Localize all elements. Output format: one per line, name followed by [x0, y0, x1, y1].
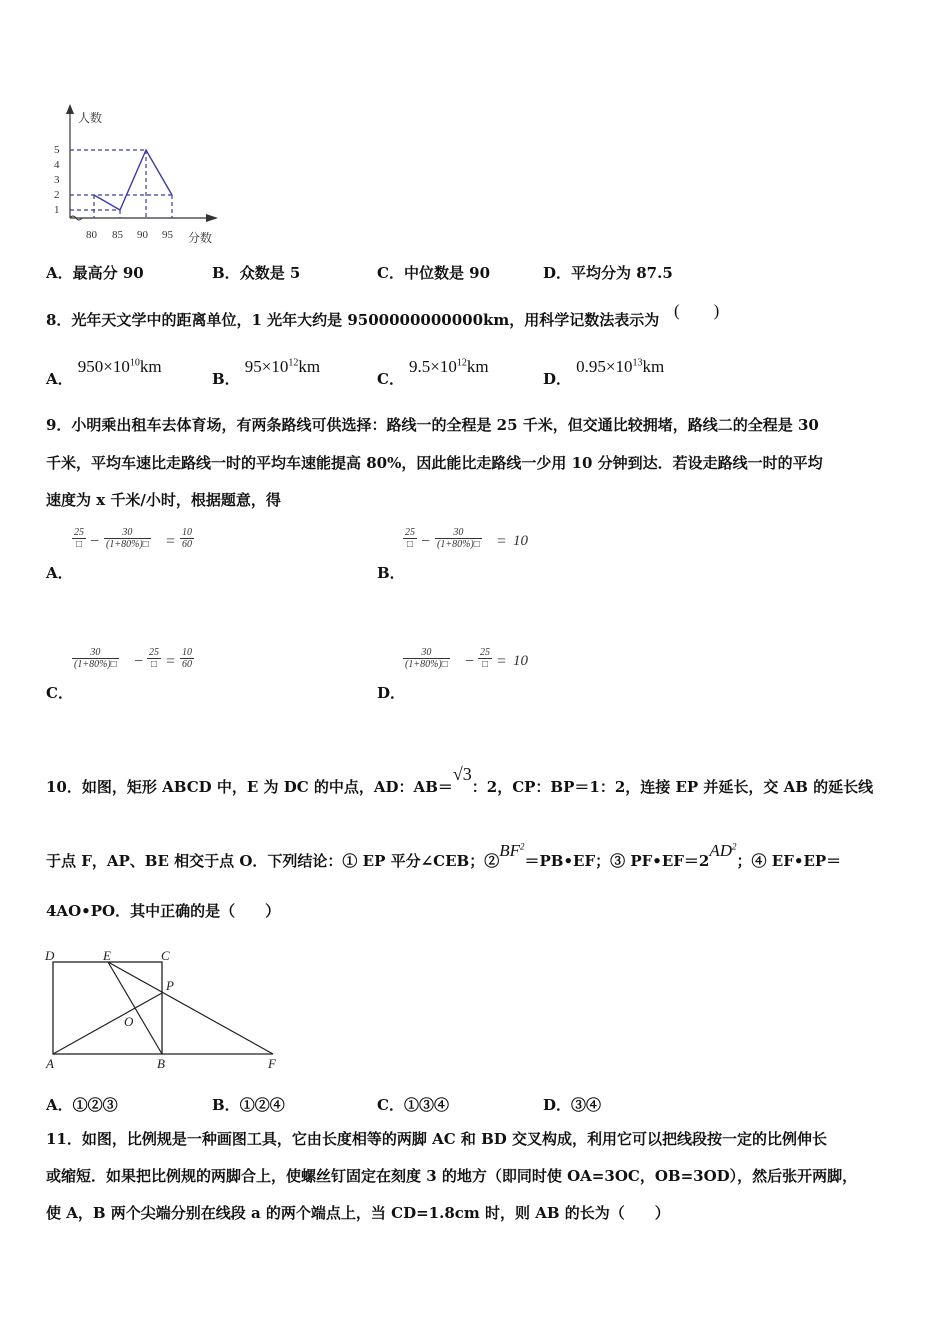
option-letter: B． [212, 264, 240, 282]
q11-line1: 11．如图，比例规是一种画图工具，它由长度相等的两脚 AC 和 BD 交叉构成，利用它可以把线段按一定的比例伸长 [46, 1130, 828, 1148]
option-letter: A． [46, 264, 73, 282]
q10-rectangle-figure [40, 944, 290, 1074]
segment-ac-extended [53, 993, 162, 1054]
option-letter: D． [543, 1096, 572, 1114]
label-c: C [161, 948, 170, 963]
option-text: 平均分为 87.5 [571, 264, 673, 282]
y-axis-arrow [66, 104, 74, 114]
rhs-value: 10 [513, 653, 528, 669]
q8-option-a[interactable] [46, 356, 162, 388]
x-tick-90: 90 [137, 229, 148, 241]
fraction-rhs: $\frac{10}{60}$ [182, 527, 192, 550]
option-letter: D． [543, 264, 572, 282]
q10-line1: 10．如图，矩形 ABCD 中，E 为 DC 的中点，AD：AB＝√3：2，CP：BP＝1：2，连接 EP 并延长，交 AB 的延长线 [46, 764, 874, 796]
fraction-2: 25 □ [480, 647, 490, 670]
option-letter: B． [212, 370, 240, 388]
option-letter: D． [377, 684, 406, 702]
label-d: D [45, 948, 55, 963]
fraction-1: $\frac{30}{(1+80\%)□}$ [74, 647, 117, 670]
label-f: F [268, 1056, 276, 1071]
option-text: ①②③ [72, 1096, 118, 1114]
equals-sign: = [497, 653, 507, 670]
option-expr: $9.5\times 10^{12}km$ [409, 357, 489, 376]
data-line [94, 150, 172, 210]
option-letter: B． [377, 564, 405, 582]
y-tick-4: 4 [54, 159, 60, 171]
option-letter: B． [212, 1096, 240, 1114]
minus-sign: − [90, 533, 100, 550]
q9-line3: 速度为 x 千米/小时，根据题意，得 [46, 491, 281, 509]
minus-sign: − [421, 533, 431, 550]
q9-option-d[interactable] [377, 644, 677, 704]
q8-paren: ( ) [674, 301, 720, 320]
option-letter: D． [543, 370, 572, 388]
q7-line-graph [48, 100, 228, 250]
x-axis-arrow [206, 214, 218, 222]
fraction-1: $\frac{30}{(1+80\%)□}$ [405, 647, 448, 670]
fraction-2: 25 □ [149, 647, 159, 670]
y-tick-2: 2 [54, 189, 60, 201]
option-text: 众数是 5 [239, 264, 301, 282]
label-b: B [157, 1056, 165, 1071]
q10-option-c[interactable] [377, 1094, 449, 1115]
rectangle-abcd [53, 962, 162, 1054]
q9-option-a[interactable] [46, 524, 346, 584]
fraction-rhs: $\frac{10}{60}$ [182, 647, 192, 670]
q11-line3: 使 A，B 两个尖端分别在线段 a 的两个端点上，当 CD=1.8cm 时，则 AB 的长为（ ） [46, 1204, 670, 1222]
segment-be [108, 962, 162, 1054]
x-tick-85: 85 [112, 229, 123, 241]
option-letter: C． [377, 1096, 404, 1114]
q10-option-d[interactable] [543, 1094, 601, 1115]
option-expr: $95\times 10^{12}km$ [244, 357, 321, 376]
q10-line2: 于点 F，AP、BE 相交于点 O．下列结论：① EP 平分∠CEB；$②BF^2=PB•EF$；③ $PF•EF=2AD^2$；④ EF•EP＝ [46, 841, 842, 870]
y-axis-label: 人数 [78, 111, 103, 125]
q8-stem: 8．光年天文学中的距离单位，1 光年大约是 9500000000000km，用科学记数法表示为 [46, 311, 660, 329]
q9-option-c[interactable] [46, 644, 346, 704]
label-o: O [124, 1014, 134, 1029]
x-axis-label: 分数 [188, 231, 213, 245]
q8-option-d[interactable] [543, 356, 665, 388]
option-letter: C． [377, 264, 404, 282]
option-text: ①③④ [403, 1096, 449, 1114]
equals-sign: = [166, 653, 176, 670]
q7-option-c[interactable] [377, 262, 490, 283]
fraction-1: 25 □ [405, 527, 415, 550]
x-tick-95: 95 [162, 229, 173, 241]
option-expr: $0.95\times 10^{13}km$ [576, 357, 665, 376]
label-a: A [46, 1056, 54, 1071]
q9-line2: 千米，平均车速比走路线一时的平均车速能提高 80%，因此能比走路线一少用 10 分钟到达．若设走路线一时的平均 [46, 454, 823, 472]
label-e: E [103, 948, 111, 963]
option-text: ③④ [571, 1096, 602, 1114]
equals-sign: = [497, 533, 507, 550]
segment-ef [108, 962, 273, 1054]
fraction-2: $\frac{30}{(1+80\%)□}$ [106, 527, 149, 550]
y-tick-5: 5 [54, 144, 60, 156]
q11-line2: 或缩短．如果把比例规的两脚合上，使螺丝钉固定在刻度 3 的地方（即同时使 OA=3OC，OB=3OD），然后张开两脚， [46, 1167, 858, 1185]
fraction-1: 25 □ [74, 527, 84, 550]
q10-option-b[interactable] [212, 1094, 285, 1115]
option-letter: C． [46, 684, 73, 702]
minus-sign: − [465, 653, 475, 670]
rhs-value: 10 [513, 533, 528, 549]
option-letter: A． [46, 564, 73, 582]
q7-option-d[interactable] [543, 262, 673, 283]
fraction-2: $\frac{30}{(1+80\%)□}$ [437, 527, 480, 550]
q8-option-b[interactable] [212, 356, 321, 388]
option-letter: A． [46, 370, 73, 388]
option-expr: $950\times 10^{10}km$ [77, 357, 162, 376]
q10-line3: 4AO•PO．其中正确的是（ ） [46, 902, 281, 920]
option-text: ①②④ [239, 1096, 285, 1114]
q9-line1: 9．小明乘出租车去体育场，有两条路线可供选择：路线一的全程是 25 千米，但交通比较拥堵，路线二的全程是 30 [46, 416, 819, 434]
y-tick-1: 1 [54, 204, 60, 216]
y-tick-3: 3 [54, 174, 60, 186]
label-p: P [166, 978, 174, 993]
minus-sign: − [134, 653, 144, 670]
q8-option-c[interactable] [377, 356, 489, 388]
x-tick-80: 80 [86, 229, 97, 241]
q9-option-b[interactable] [377, 524, 677, 584]
option-text: 最高分 90 [72, 264, 144, 282]
option-text: 中位数是 90 [403, 264, 491, 282]
option-letter: C． [377, 370, 404, 388]
q7-option-a[interactable] [46, 262, 144, 283]
option-letter: A． [46, 1096, 73, 1114]
q7-option-b[interactable] [212, 262, 300, 283]
equals-sign: = [166, 533, 176, 550]
q10-option-a[interactable] [46, 1094, 118, 1115]
